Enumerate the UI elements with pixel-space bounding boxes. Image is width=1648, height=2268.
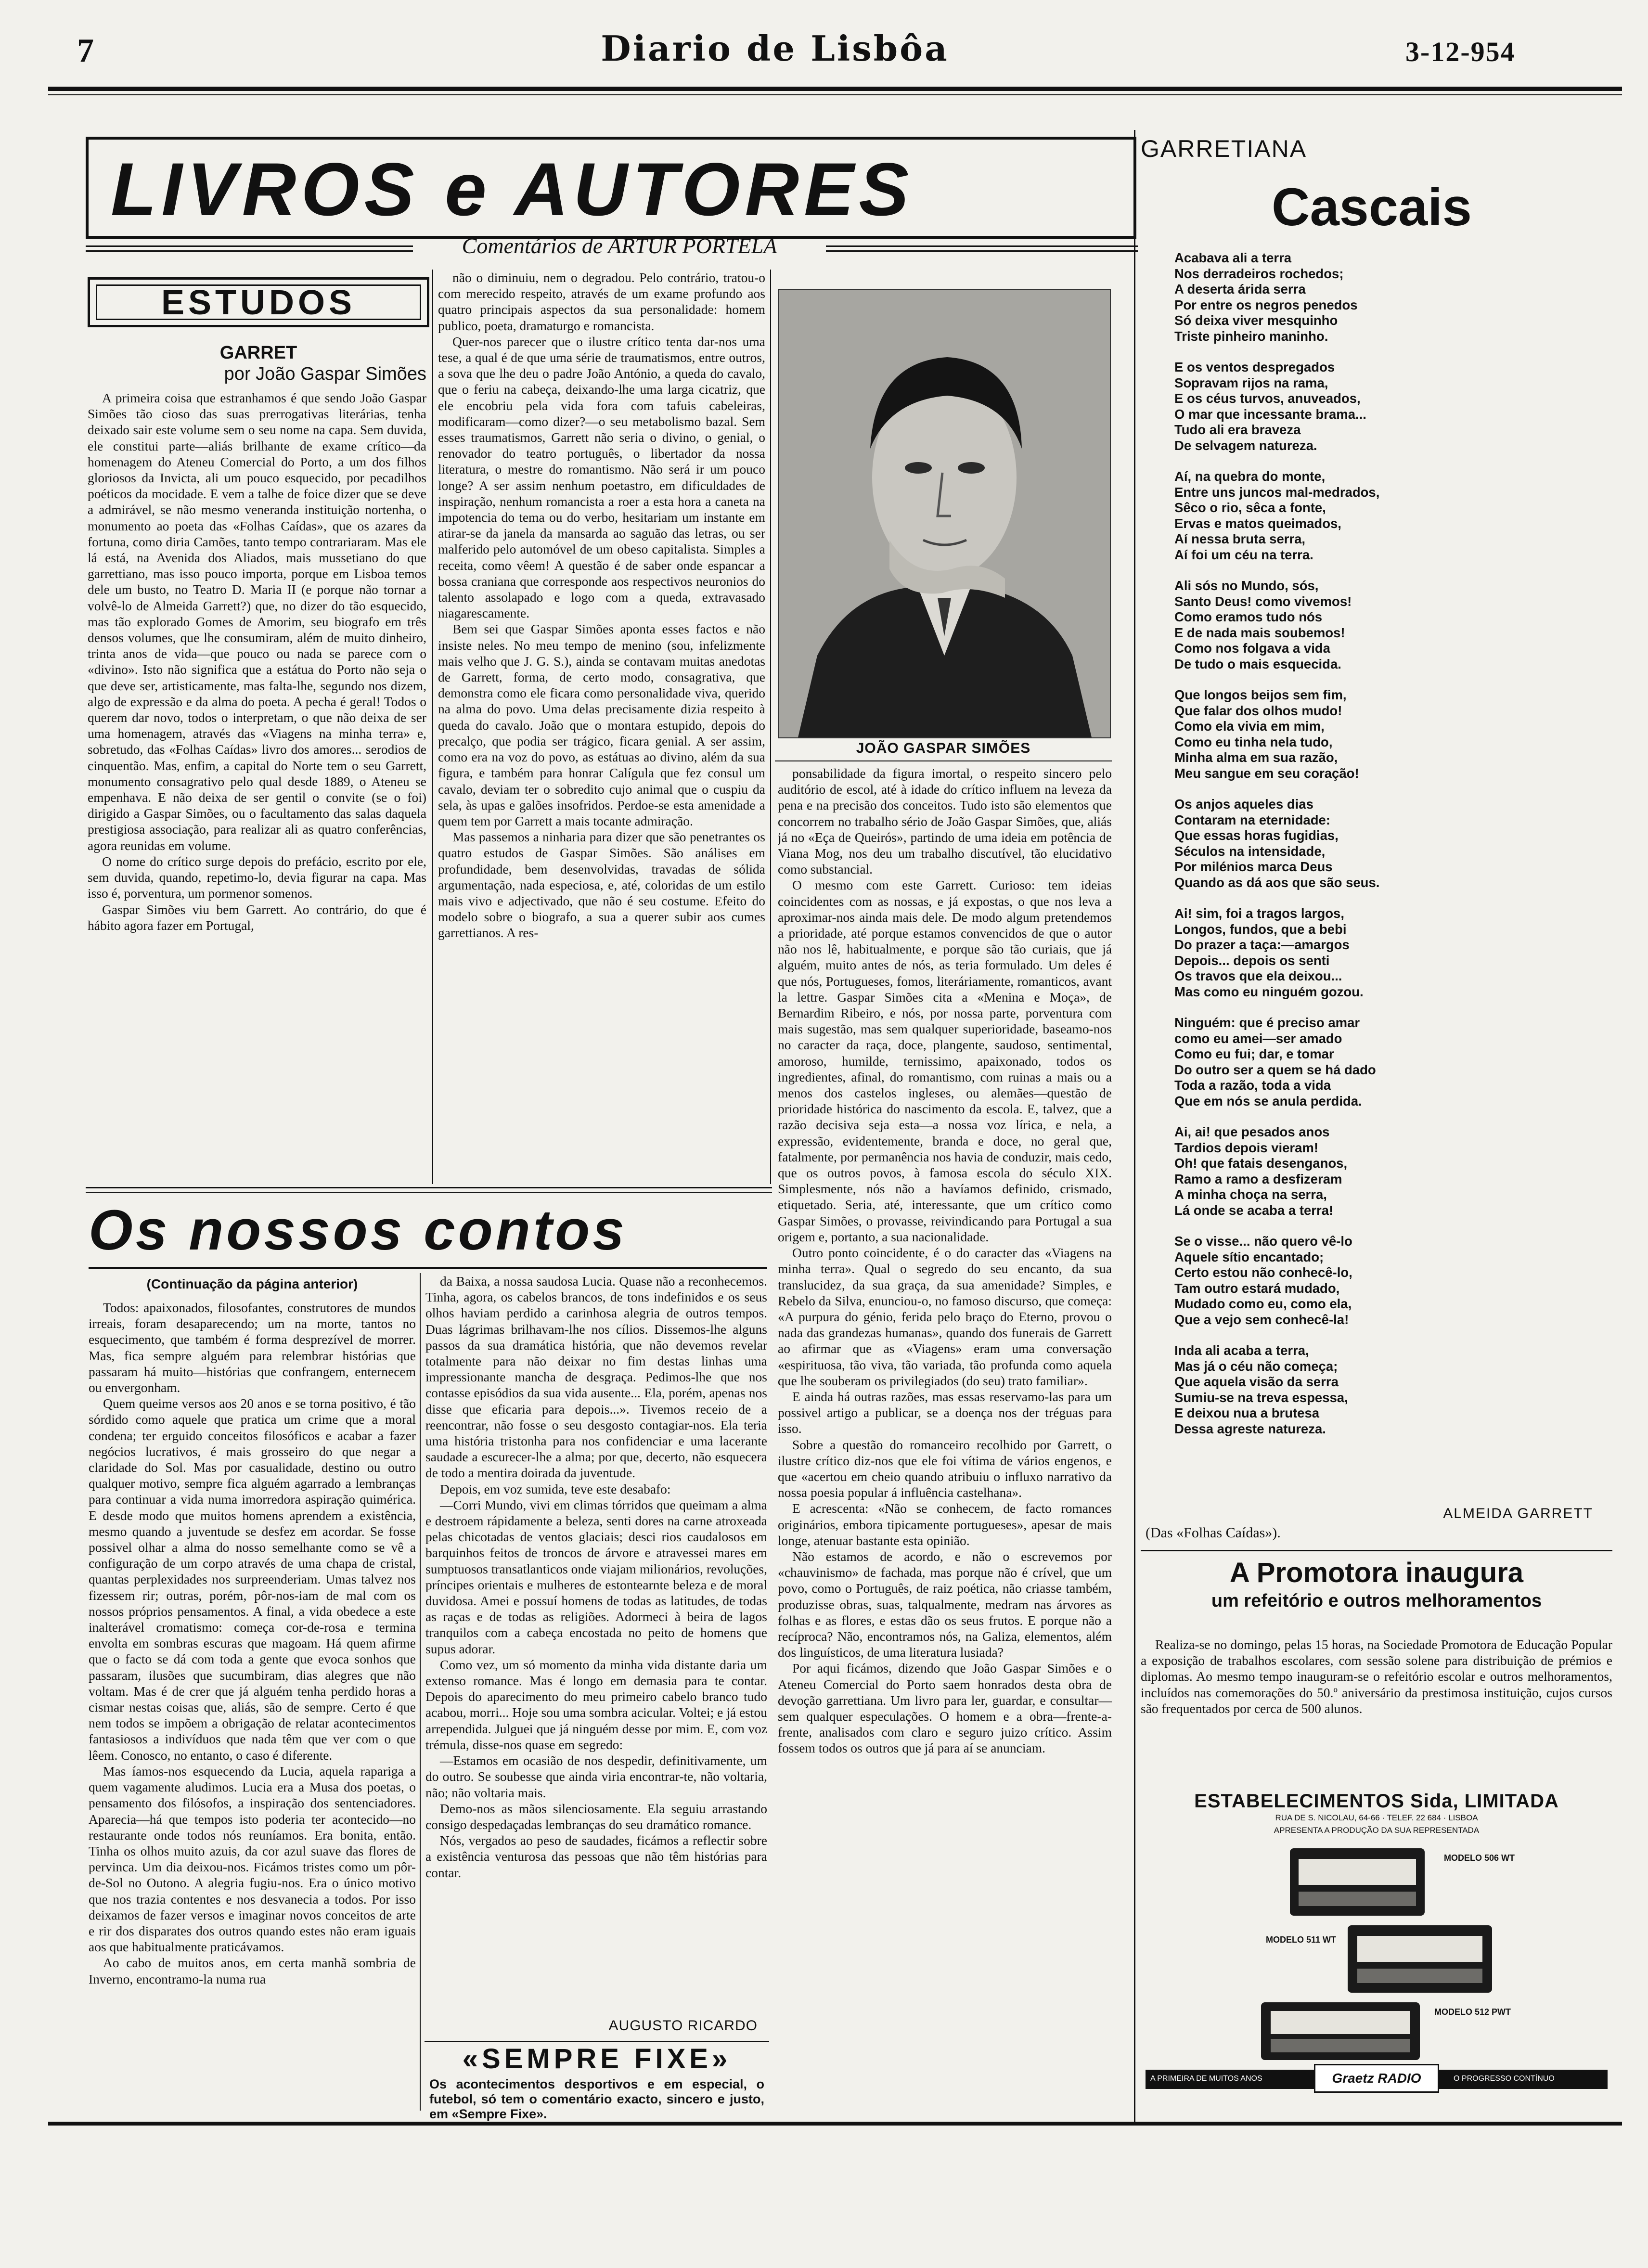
page-number: 7	[77, 32, 94, 69]
poem-stanza: Inda ali acaba a terra, Mas já o céu não começa; Que aquela visão da serra Sumiu-se na treva espessa, E deixou nua a brutesa Dessa agreste natureza.	[1174, 1343, 1348, 1436]
ad-footer-brand: Graetz RADIO	[1332, 2071, 1421, 2086]
poem-source: (Das «Folhas Caídas»).	[1146, 1525, 1281, 1541]
poem-stanza: Ai! sim, foi a tragos largos, Longos, fundos, que a bebi Do prazer a taça:—amargos Depois... depois os senti Os travos que ela deixou... Mas como eu ninguém gozou.	[1174, 906, 1364, 999]
poem-stanza: Que longos beijos sem fim, Que falar dos olhos mudo! Como ela vivia em mim, Como eu tinha nela tudo, Minha alma em sua razão, Meu sangue em seu coração!	[1174, 687, 1359, 781]
ad-tagline: APRESENTA A PRODUÇÃO DA SUA REPRESENTADA	[1274, 1826, 1480, 1835]
poem-body	[1174, 250, 1608, 1437]
livros-column-3: ponsabilidade da figura imortal, o respeito sincero pelo auditório de escol, até à idade do crítico influem na leveza da pena e na precisão dos conceitos. Tudo isto são elementos que concorrem no trabalho sério de João Gaspar Simões, que, aliás já no «Eça de Queirós», partindo de uma ideia em potência de Viana Mog, nos deu um trabalho discutível, tão elucidativo como substancial. O mesmo com este Garrett. Curioso: tem ideias coincidentes com as nossas, e já expostas, o que nos leva a aproximar-nos ainda mais dele. De modo algum pretendemos a prioridade, até porque estamos convencidos de que o autor não nos lê, habitualmente, e porque são tão curiais, que já alguém, muito antes de nós, as teria formulado. Um deles é que nós, Portugueses, fomos, literáriamente, romanticos, avant la lettre. Gaspar Simões cita a «Menina e Moça», de Bernardim Ribeiro, e nós, por nossa parte, porventura com mais sugestão, mas sem qualquer superioridade, baseamo-nos no caracter da raça, doce, plangente, saudoso, sentimental, amoroso, humilde, ternissimo, apaixonado, todos os ingredientes, afinal, do romantismo, com ruinas a mais ou a menos dos castelos ingleses, ou alemães—questão de prioridade histórica do nascimento da escola. E, talvez, que a razão decisiva seja esta—a nossa voz lírica, e nela, a expressão, evidentemente, branda e doce, no geral que, fatalmente, por permanência nos havia de conduzir, mais cedo, que os outros povos, à famosa escola do século XIX. Simplesmente, nós não a havíamos definido, crismado, etiquetado. Seria, até, interessante, que um crítico como Gaspar Simões, o provasse, reivindicando para Portugal a sua origem e, portanto, a sua nacionalidade. Outro ponto coincidente, é o do caracter das «Viagens na minha terra». Qual o segredo do seu encanto, da sua translucidez, da sua graça, da sua amenidade? Simples, e Rebelo da Silva, enunciou-o, no famoso discurso, que começa: «A purpura do génio, ferida pelo braço do Eterno, provou o nada das grandezas humanas», quando dos funerais de Garrett ao afirmar que as «Viagens» eram uma conversação «espirituosa, tão viva, tão variada, tão profunda como aquela que lhe souberam os privilegiados (do seu) trato familiar». E ainda há outras razões, mas essas reservamo-las para um possivel artigo a publicar, se a doença nos der tréguas para isso. Sobre a questão do romanceiro recolhido por Garrett, o ilustre crítico diz-nos que ele foi vítima de vários engenos, e que «acertou em cheio quando atribuiu o influxo narrativo da nossa poesia popular á influência castelhana». E acrescenta: «Não se conhecem, de facto romances originários, embora tipicamente portugueses», apesar de mais longe, atenuar bastante esta opinião. Não estamos de acordo, e não o escrevemos por «chauvinismo» de fachada, mas porque não é crível, que um povo, como o Português, de raiz poética, não criasse também, produzisse obras, suas, talqualmente, medram nas árvores as folhas e as flores, e estas dão os seus frutos. E porque não a recíproca? Não, encontramos nós, na Galiza, elementos, além dos linguísticos, de uma literatura lusiada? Por aqui ficámos, dizendo que João Gaspar Simões e o Ateneu Comercial do Porto saem honrados desta obra de devoção garrettiana. Um livro para ler, guardar, e consultar—sem qualquer especulações. O homem e a obra—frente-a-frente, analisados com claro e seguro juizo crítico. Assim fossem todos os outros que já para aí se anunciam.	[778, 766, 1112, 1756]
livros-byline: Comentários de ARTUR PORTELA	[462, 233, 777, 258]
poem-title: Cascais	[1272, 178, 1472, 237]
radio-advertisement	[1146, 1791, 1608, 2089]
ad-address: RUA DE S. NICOLAU, 64-66 · TELEF. 22 684 · LISBOA	[1275, 1813, 1478, 1822]
contos-continuation: (Continuação da página anterior)	[146, 1276, 358, 1291]
poem-stanza: Se o visse... não quero vê-lo Aquele sítio encantado; Certo estou não conhecê-lo, Tam outro estará mudado, Mudado como eu, como ela, Que a vejo sem conhecê-la!	[1174, 1234, 1352, 1327]
poem-stanza: Ninguém: que é preciso amar como eu amei—ser amado Como eu fui; dar, e tomar Do outro ser a quem se há dado Toda a razão, toda a vida Que em nós se anula perdida.	[1174, 1015, 1376, 1108]
article-author: por João Gaspar Simões	[224, 364, 426, 384]
promotora-title: A Promotora inaugura	[1229, 1557, 1524, 1588]
portrait-photo	[778, 289, 1111, 738]
radio-set-3	[1261, 2002, 1420, 2060]
livros-column-1: A primeira coisa que estranhamos é que sendo João Gaspar Simões tão cioso das suas prerrogativas literárias, tenha deixado sair este volume sem o seu nome na capa. Sem duvida, ele constitui parte—aliás brilhante de exame crítico—da homenagem do Ateneu Comercial do Porto, a um dos filhos gloriosos da Invicta, ali um pouco esquecido, por pecadilhos poéticos da mocidade. E vem a talhe de foice dizer que se deve a admirável, se não mesmo veneranda instituição nortenha, o monumento ao poeta das «Folhas Caídas», que os azares da fortuna, como diria Camões, tanto tempo contrariaram. Mas ele lá está, na Avenida dos Aliados, mais mussetiano do que garrettiano, mas isso pouco importa, porque em Lisboa temos dele um busto, no Teatro D. Maria II (e porque não tornar a volvê-lo de Almeida Garrett?) que, no dizer do tão esquecido, mas tão explorado Gomes de Amorim, seu biografo em três densos volumes, que lhe consumiram, além de muito dinheiro, trinta anos de vida—que pouco ou nada se parece com o «divino». Isto não significa que a estátua do Porto não seja o que deve ser, artisticamente, mas falta-lhe, segundo nos dizem, algo de expressão e da alma do poeta. A pecha é geral! Todos o querem dar novo, todos o interpretam, o que não deixa de ser uma homenagem, através das «Viagens na minha terra» e, sobretudo, das «Folhas Caídas» livro dos amores... serodios de cinquentão. Mas, enfim, a capital do Norte tem o seu Garrett, monumento consagrativo pelo qual desde 1889, o Ateneu se empenhava. E não deixa de ser gentil o convite (se o foi) dirigido a Gaspar Simões, ou o facultamento das salas daquela prestigiosa associação, para realizar ali as quatro conferências, agora reunidas em volume. O nome do crítico surge depois do prefácio, escrito por ele, sem duvida, quando, repetimo-lo, devia figurar na capa. Mas isso é, porventura, um pormenor somenos. Gaspar Simões viu bem Garrett. Ao contrário, do que é hábito agora fazer em Portugal,	[88, 390, 426, 933]
photo-caption: JOÃO GASPAR SIMÕES	[856, 740, 1031, 756]
radio-set-2	[1348, 1925, 1492, 1993]
poem-stanza: Ali sós no Mundo, sós, Santo Deus! como vivemos! Como eramos tudo nós E de nada mais soubemos! Como nos folgava a vida De tudo o mais esquecida.	[1174, 578, 1352, 671]
section-box-label: ESTUDOS	[161, 284, 356, 322]
radio-model-2: MODELO 511 WT	[1266, 1935, 1337, 1945]
sempre-fixe-text: Os acontecimentos desportivos e em especial, o futebol, só tem o comentário exacto, sincero e justo, em «Sempre Fixe».	[429, 2077, 764, 2121]
ad-footer-right: O PROGRESSO CONTÍNUO	[1454, 2075, 1555, 2083]
sempre-fixe-box	[425, 2041, 769, 2121]
ad-brand: ESTABELECIMENTOS Sida, LIMITADA	[1194, 1791, 1559, 1812]
poem-stanza: Os anjos aqueles dias Contaram na eternidade: Que essas horas fugidias, Séculos na intensidade, Por milénios marca Deus Quando as dá aos que são seus.	[1174, 797, 1380, 890]
contos-column-1: Todos: apaixonados, filosofantes, construtores de mundos irreais, foram desaparecendo; um na morte, tantos no esquecimento, que também é forma desprezível de morrer. Mas, fica sempre alguém para relembrar histórias que passaram há muito—histórias que confrangem, enternecem ou envergonham. Quem queime versos aos 20 anos e se torna positivo, é tão sórdido como aquele que pratica um crime que a moral condena; ter erguido conceitos filosóficos e acabar a fazer negócios lucrativos, é mais grosseiro do que negar a claridade do Sol. Mas por casualidade, destino ou outro qualquer motivo, sempre fica alguém agarrado a lembranças para continuar a vida numa imorredora aspiração quimérica. E desde modo que muitos homens aprendem a existência, mesmo quando a juventude se desfez em acordar. Se fosse possivel olhar a alma do nosso semelhante como se vê a configuração de um corpo através de uma chapa de cristal, quantas perplexidades nos surpreenderiam. Umas talvez nos fizessem rir; outras, porém, pôr-nos-iam de mal com os nossos próprios pensamentos. A final, a vida obedece a este inalterável cromatismo: começa cor-de-rosa e termina envolta em sombras escuras que magoam. Há quem afirme que o facto se dá com toda a gente que evoca sonhos que passaram, ilusões que sucumbiram, dias alegres que não voltam. Mas é de crer que já alguém tenha perdido horas a cismar nestas coisas que, aliás, são de sempre. Certo é que nem todos se impõem a obrigação de relatar acontecimentos fantasiosos a indivíduos que nada têm que ver com o que lêem. Conosco, no entanto, o caso é diferente. Mas íamos-nos esquecendo da Lucia, aquela rapariga a quem vagamente aludimos. Lucia era a Musa dos poetas, o pensamento dos filósofos, a inspiração dos sentenciadores. Aparecia—há que tempos isto poderia ter acontecido—no restaurante onde todos nós reuníamos. Era bonita, então. Tinha os olhos muito azuis, da cor azul suave das flores de pervinca. Um dia deixou-nos. Ficámos tristes como um pôr-de-Sol no Outono. A alegria fugiu-nos. Era o único motivo que nos trazia contentes e nos desvanecia a todos. Por isso deixamos de fazer versos e imaginar novos conceitos de arte e rir dos disparates dos outros quando estes não eram iguais aos que habitualmente praticávamos. Ao cabo de muitos anos, em certa manhã sombria de Inverno, encontramo-la numa rua	[89, 1300, 416, 1986]
garretiana-label: GARRETIANA	[1141, 135, 1307, 162]
contos-column-2: da Baixa, a nossa saudosa Lucia. Quase não a reconhecemos. Tinha, agora, os cabelos brancos, de tons indefinidos e os seus olhos haviam perdido a carinhosa alegria de outros tempos. Duas lágrimas brilhavam-lhe nos cílios. Dissemos-lhe alguns passos da sua dramática história, que não devemos revelar totalmente para não deixar no fim destas linhas uma impressionante mancha de desgraça. Pedimos-lhe que nos contasse episódios da sua vida ausente... Ela, porém, apenas nos disse que eficaria para depois...». Tivemos receio de a reencontrar, não fosse o seu desgosto contagiar-nos. Ela teria uma história tristonha para nos confidenciar e uma lacerante saudade a escurecer-lhe a alma; por que, decerto, não esquecera de todo a mentira doirada da juventude. Depois, em voz sumida, teve este desabafo: —Corri Mundo, vivi em climas tórridos que queimam a alma e destroem rápidamente a beleza, senti dores na carne atroxeada pelas chicotadas de ventos glaciais; desci rios caudalosos em barquinhos feitos de troncos de árvore e atravessei mares em sumptuosos transatlanticos onde viajam milionários, revoluções, príncipes orientais e mulheres de estontearnte beleza e de moral duvidosa. Amei e possuí homens de todas as latitudes, de todas as raças e de todas as religiões. Adormeci à beira de lagos tranquilos com a cabeça encostada no peito de homens que supus adorar. Como vez, um só momento da minha vida distante daria um extenso romance. Mas é longo em demasia para te contar. Depois do aparecimento do meu primeiro cabelo branco tudo acabou, morri... Hoje sou uma sombra acicular. Voltei; e já estou arrependida. Julguei que já ninguém desse por mim. E, com voz trémula, disse-nos quase em segredo: —Estamos em ocasião de nos despedir, definitivamente, um do outro. Se soubesse que ainda viria encontrar-te, não voltaria, não; não voltaria mais. Demo-nos as mãos silenciosamente. Ela seguiu arrastando consigo despedaçadas lembranças do seu dramático romance. Nós, vergados ao peso de saudades, ficámos a reflectir sobre a existência venturosa das pessoas que não têm histórias para contar.	[425, 1274, 767, 1880]
radio-model-1: MODELO 506 WT	[1444, 1853, 1515, 1863]
ad-footer-left: A PRIMEIRA DE MUITOS ANOS	[1150, 2075, 1262, 2083]
radio-set-1	[1290, 1848, 1425, 1916]
issue-date: 3-12-954	[1405, 36, 1516, 67]
contos-signature: AUGUSTO RICARDO	[608, 2018, 758, 2034]
article-title: GARRET	[219, 343, 297, 363]
contos-title: Os nossos contos	[89, 1198, 627, 1262]
poem-stanza: Aí, na quebra do monte, Entre uns juncos mal-medrados, Sêco o rio, sêca a fonte, Ervas e matos queimados, Aí nessa bruta serra, Aí foi um céu na terra.	[1174, 469, 1380, 562]
livros-column-2: não o diminuiu, nem o degradou. Pelo contrário, tratou-o com merecido respeito, através de um exame profundo aos quatro principais aspectos da sua personalidade: homem publico, poeta, dramaturgo e romancista. Quer-nos parecer que o ilustre crítico tenta dar-nos uma tese, a qual é de que uma série de traumatismos, entre outros, a sova que lhe deu o padre João António, a queda do cavalo, que o feriu na cabeça, deixando-lhe uma larga cicatriz, que ele encobriu pela vida fora com tafuis cabeleiras, modificaram—como dizer?—o seu metabolismo bazal. Sem esses traumatismos, Garrett não seria o divino, o genial, o renovador do teatro português, o libertador da nossa literatura, o mestre do romantismo. Não será ir um pouco longe? A ser assim nenhum poetastro, em dificuldades de inspiração, nenhum romancista a roer a esta hora a caneta na impotencia do tema ou do verbo, hesitariam um instante em atirar-se da janela da mansarda ao saguão das letras, ou ser malferido pelo automóvel de um obeso capitalista. Simples a receita, como vêem! A questão é de saber onde espancar a bossa craniana que corresponde aos respectivos neuronios do talento assolapado e logo com a queda, extravasado niagarescamente. Bem sei que Gaspar Simões aponta esses factos e não insiste neles. No meu tempo de menino (sou, infelizmente mais velho que J. G. S.), ainda se contavam muitas anedotas de Garrett, forma, de certo modo, consagrativa, que demonstra como ele ficara como personalidade viva, querido na alma do povo. Uma delas precisamente dizia respeito à queda do cavalo. João que o montara estupido, depois do precalço, que podia ser trágico, ficara genial. A ser assim, como era na voz do povo, as estátuas ao divino, além da sua figura, e também para honrar Calígula que fez consul um cavalo, deviam ter o sobredito cujo animal que o cuspiu da sela, às upas e galões insofridos. Perdoe-se esta amenidade a quem tem por Garrett a mais tocante admiração. Mas passemos a ninharia para dizer que são penetrantes os quatro estudos de Gaspar Simões. São análises em profundidade, bem desenvolvidas, travadas de sólida argumentação, nada especiosa, e, até, coloridas de um estilo mais vivo e adjectivado, que não é seu costume. Efeito do modelo sobre o biografo, a sua a querer subir aos cumes garrettianos. A res-	[438, 270, 765, 941]
sempre-fixe-title: «SEMPRE FIXE»	[462, 2043, 732, 2075]
portrait-figure	[779, 290, 1110, 737]
section-box-estudos	[88, 277, 429, 327]
promotora-text: Realiza-se no domingo, pelas 15 horas, na Sociedade Promotora de Educação Popular a exposição de trabalhos escolares, com sessão solene para distribuição de prémios e diplomas. Ao mesmo tempo inauguram-se o refeitório escolar e outros melhoramentos, incluídos nas comemorações do 50.º aniversário da prestimosa instituição, cujos cursos são frequentados por cerca de 500 alunos.	[1141, 1637, 1612, 1716]
poem-stanza: E os ventos despregados Sopravam rijos na rama, E os céus turvos, anuveados, O mar que incessante brama... Tudo ali era braveza De selvagem natureza.	[1174, 360, 1366, 453]
poem-stanza: Acabava ali a terra Nos derradeiros rochedos; A deserta árida serra Por entre os negros penedos Só deixa viver mesquinho Triste pinheiro maninho.	[1174, 250, 1358, 344]
newspaper-title: Diario de Lisbôa	[601, 28, 949, 69]
promotora-subtitle: um refeitório e outros melhoramentos	[1211, 1591, 1542, 1611]
ad-footer-brand-box	[1314, 2064, 1439, 2093]
poem-stanza: Ai, ai! que pesados anos Tardios depois vieram! Oh! que fatais desenganos, Ramo a ramo a desfizeram A minha choça na serra, Lá onde se acaba a terra!	[1174, 1124, 1348, 1218]
livros-title: LIVROS e AUTORES	[111, 148, 914, 232]
poem-author: ALMEIDA GARRETT	[1443, 1506, 1593, 1521]
radio-model-3: MODELO 512 PWT	[1434, 2007, 1511, 2017]
